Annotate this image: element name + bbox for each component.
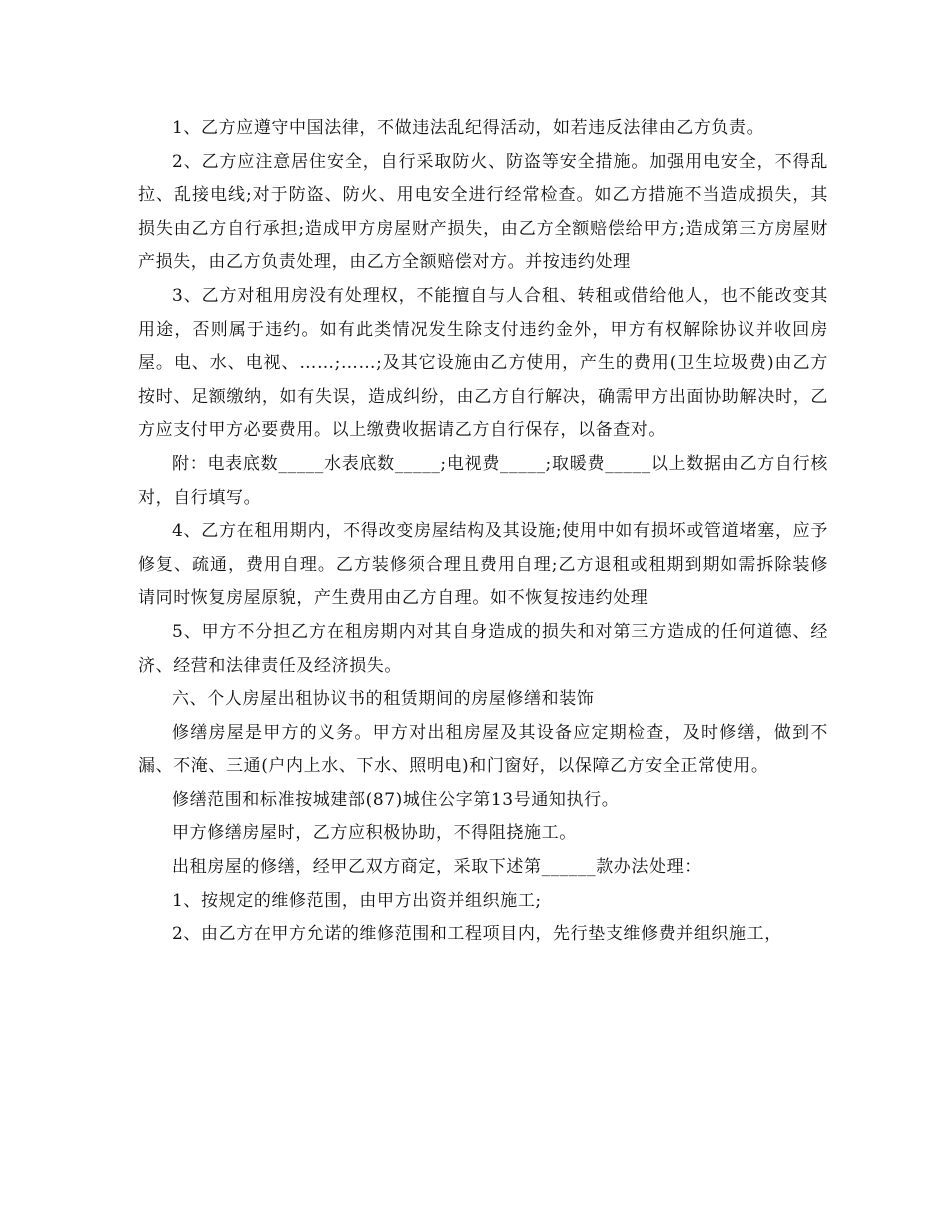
- paragraph-8: 修缮房屋是甲方的义务。甲方对出租房屋及其设备应定期检查，及时修缮，做到不漏、不淹、三通(户内上水、下水、照明电)和门窗好，以保障乙方安全正常使用。: [138, 722, 828, 777]
- paragraph-3: 3、乙方对租用房没有处理权，不能擅自与人合租、转租或借给他人，也不能改变其用途，否则属于违约。如有此类情况发生除支付违约金外，甲方有权解除协议并收回房屋。电、水、电视、……;……;及其它设施由乙方使用，产生的费用(卫生垃圾费)由乙方按时、足额缴纳，如有失误，造成纠纷，由乙方自行解决，确需甲方出面协助解决时，乙方应支付甲方必要费用。以上缴费收据请乙方自行保存，以备查对。: [138, 285, 828, 441]
- paragraph-10: 甲方修缮房屋时，乙方应积极协助，不得阻挠施工。: [172, 823, 577, 844]
- paragraph-11: 出租房屋的修缮，经甲乙双方商定，采取下述第______款办法处理：: [172, 857, 702, 878]
- paragraph-5: 4、乙方在租用期内，不得改变房屋结构及其设施;使用中如有损坏或管道堵塞，应予修复、疏通，费用自理。乙方装修须合理且费用自理;乙方退租或租期到期如需拆除装修请同时恢复房屋原貌，产生费用由乙方自理。如不恢复按违约处理: [138, 521, 828, 609]
- paragraph-1: 1、乙方应遵守中国法律，不做违法乱纪得活动，如若违反法律由乙方负责。: [172, 118, 765, 138]
- paragraph-6: 5、甲方不分担乙方在租房期内对其自身造成的损失和对第三方造成的任何道德、经济、经营和法律责任及经济损失。: [138, 621, 828, 676]
- paragraph-13: 2、由乙方在甲方允诺的维修范围和工程项目内，先行垫支维修费并组织施工，: [172, 924, 782, 945]
- paragraph-4: 附：电表底数_____水表底数_____;电视费_____;取暖费_____以上数据由乙方自行核对，自行填写。: [138, 453, 828, 508]
- paragraph-2: 2、乙方应注意居住安全，自行采取防火、防盗等安全措施。加强用电安全，不得乱拉、乱接电线;对于防盗、防火、用电安全进行经常检查。如乙方措施不当造成损失，其损失由乙方自行承担;造成甲方房屋财产损失，由乙方全额赔偿给甲方;造成第三方房屋财产损失，由乙方负责处理，由乙方全额赔偿对方。并按违约处理: [138, 151, 828, 273]
- paragraph-9: 修缮范围和标准按城建部(87)城住公字第13号通知执行。: [172, 789, 620, 810]
- section-heading: 六、个人房屋出租协议书的租赁期间的房屋修缮和装饰: [172, 689, 595, 710]
- paragraph-12: 1、按规定的维修范围，由甲方出资并组织施工;: [172, 890, 542, 911]
- document-body: [138, 112, 828, 952]
